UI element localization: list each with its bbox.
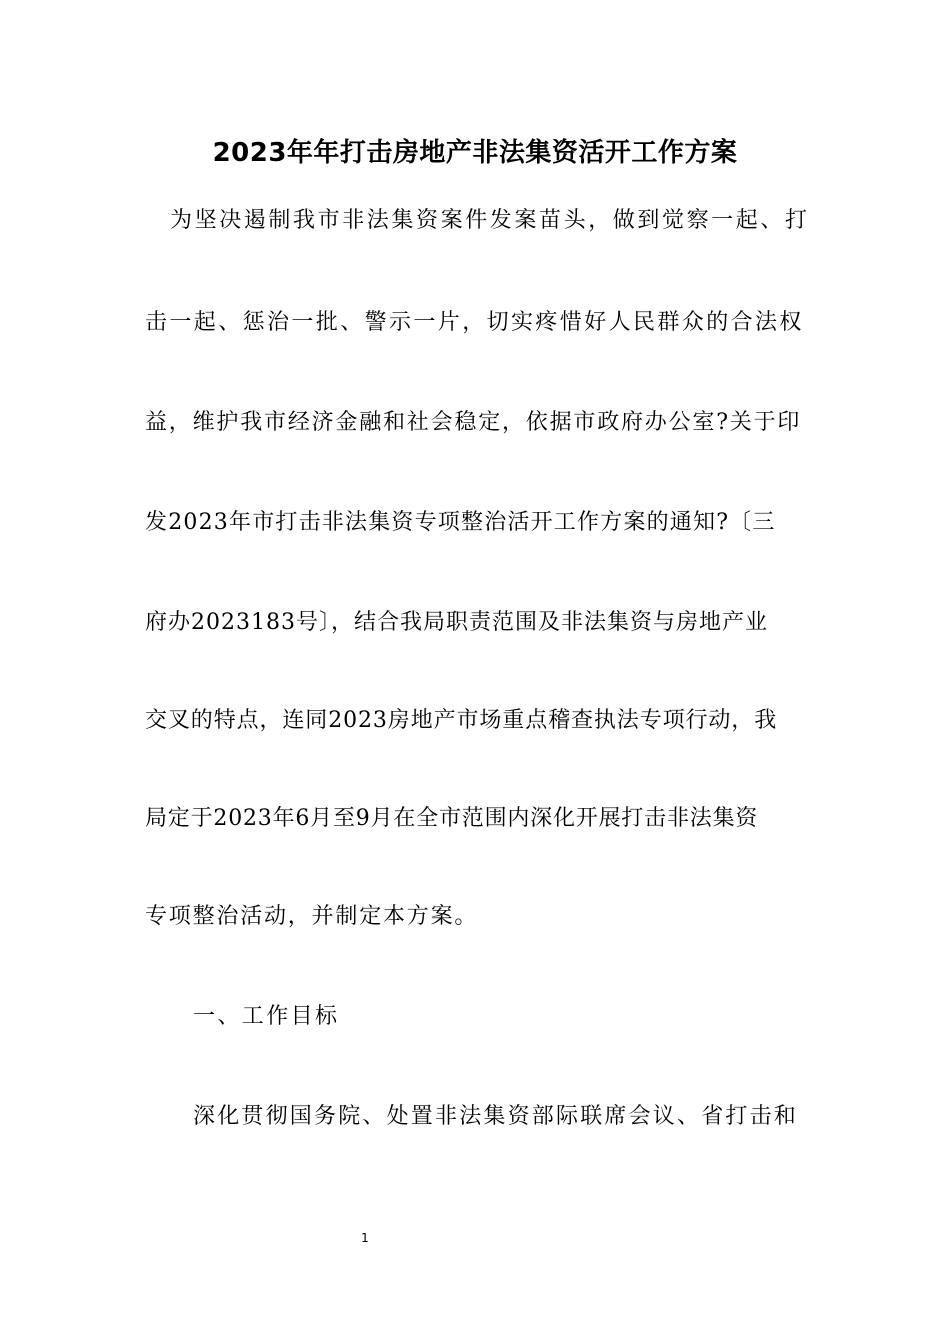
paragraph-line: 专项整治活动，并制定本方案。	[145, 904, 479, 929]
paragraph-line: 深化贯彻国务院、处置非法集资部际联席会议、省打击和	[193, 1104, 799, 1129]
paragraph-line: 局定于2023年6月至9月在全市范围内深化开展打击非法集资	[145, 806, 759, 831]
paragraph-line: 交叉的特点，连同2023房地产市场重点稽查执法专项行动，我	[145, 708, 778, 733]
paragraph-line: 为坚决遏制我市非法集资案件发案苗头，做到觉察一起、打	[170, 208, 810, 233]
paragraph-line: 府办2023183号〕，结合我局职责范围及非法集资与房地产业	[145, 610, 768, 635]
paragraph-line: 益，维护我市经济金融和社会稳定，依据市政府办公室?关于印	[145, 410, 802, 435]
page-number: 1	[361, 1231, 369, 1245]
document-title: 2023年年打击房地产非法集资活开工作方案	[212, 138, 738, 168]
paragraph-line: 击一起、惩治一批、警示一片，切实疼惜好人民群众的合法权	[145, 310, 804, 335]
section-heading: 一、工作目标	[193, 1004, 340, 1029]
paragraph-line: 发2023年市打击非法集资专项整治活开工作方案的通知?〔三	[145, 510, 776, 535]
